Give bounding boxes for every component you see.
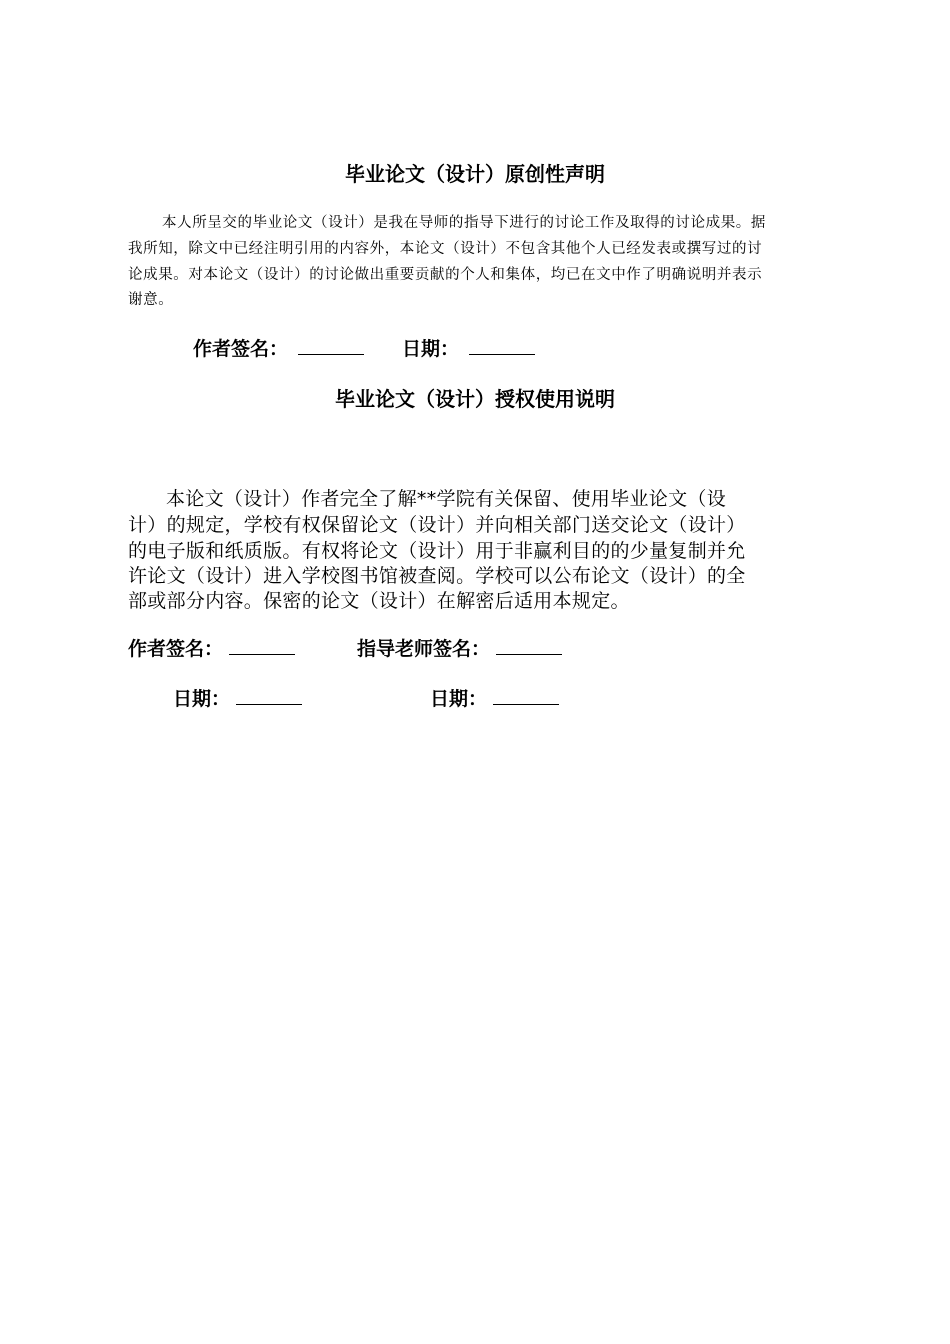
authorization-line-1: 本论文（设计）作者完全了解**学院有关保留、使用毕业论文（设	[166, 488, 727, 510]
authorization-author-date	[173, 684, 302, 711]
authorization-line-2: 计）的规定，学校有权保留论文（设计）并向相关部门送交论文（设计）	[128, 514, 746, 536]
authorization-advisor-blank[interactable]	[496, 653, 562, 655]
authorization-author-signature	[128, 634, 295, 661]
declaration-line-1: 本人所呈交的毕业论文（设计）是我在导师的指导下进行的讨论工作及取得的讨论成果。据	[162, 215, 766, 231]
authorization-line-5: 部或部分内容。保密的论文（设计）在解密后适用本规定。	[128, 590, 630, 612]
authorization-advisor-label: 指导老师签名：	[357, 638, 491, 660]
declaration-title: 毕业论文（设计）原创性声明	[345, 162, 605, 186]
authorization-title: 毕业论文（设计）授权使用说明	[335, 387, 615, 411]
declaration-line-2: 我所知，除文中已经注明引用的内容外，本论文（设计）不包含其他个人已经发表或撰写过的讨	[128, 241, 763, 257]
authorization-line-3: 的电子版和纸质版。有权将论文（设计）用于非赢利目的的少量复制并允	[128, 540, 746, 562]
authorization-author-blank[interactable]	[229, 653, 295, 655]
authorization-advisor-signature	[357, 634, 562, 661]
declaration-author-signature	[193, 334, 364, 361]
declaration-author-label: 作者签名：	[193, 338, 289, 360]
authorization-advisor-date-label: 日期：	[430, 688, 488, 710]
authorization-advisor-date	[430, 684, 559, 711]
authorization-line-4: 许论文（设计）进入学校图书馆被查阅。学校可以公布论文（设计）的全	[128, 565, 746, 587]
authorization-author-date-blank[interactable]	[236, 703, 302, 705]
declaration-line-3: 论成果。对本论文（设计）的讨论做出重要贡献的个人和集体，均已在文中作了明确说明并表示	[128, 267, 763, 283]
authorization-advisor-date-blank[interactable]	[493, 703, 559, 705]
declaration-line-4: 谢意。	[128, 292, 174, 308]
authorization-author-label: 作者签名：	[128, 638, 224, 660]
declaration-date-label: 日期：	[402, 338, 460, 360]
declaration-date	[402, 334, 535, 361]
authorization-author-date-label: 日期：	[173, 688, 231, 710]
declaration-author-blank[interactable]	[298, 353, 364, 355]
declaration-date-blank[interactable]	[469, 353, 535, 355]
